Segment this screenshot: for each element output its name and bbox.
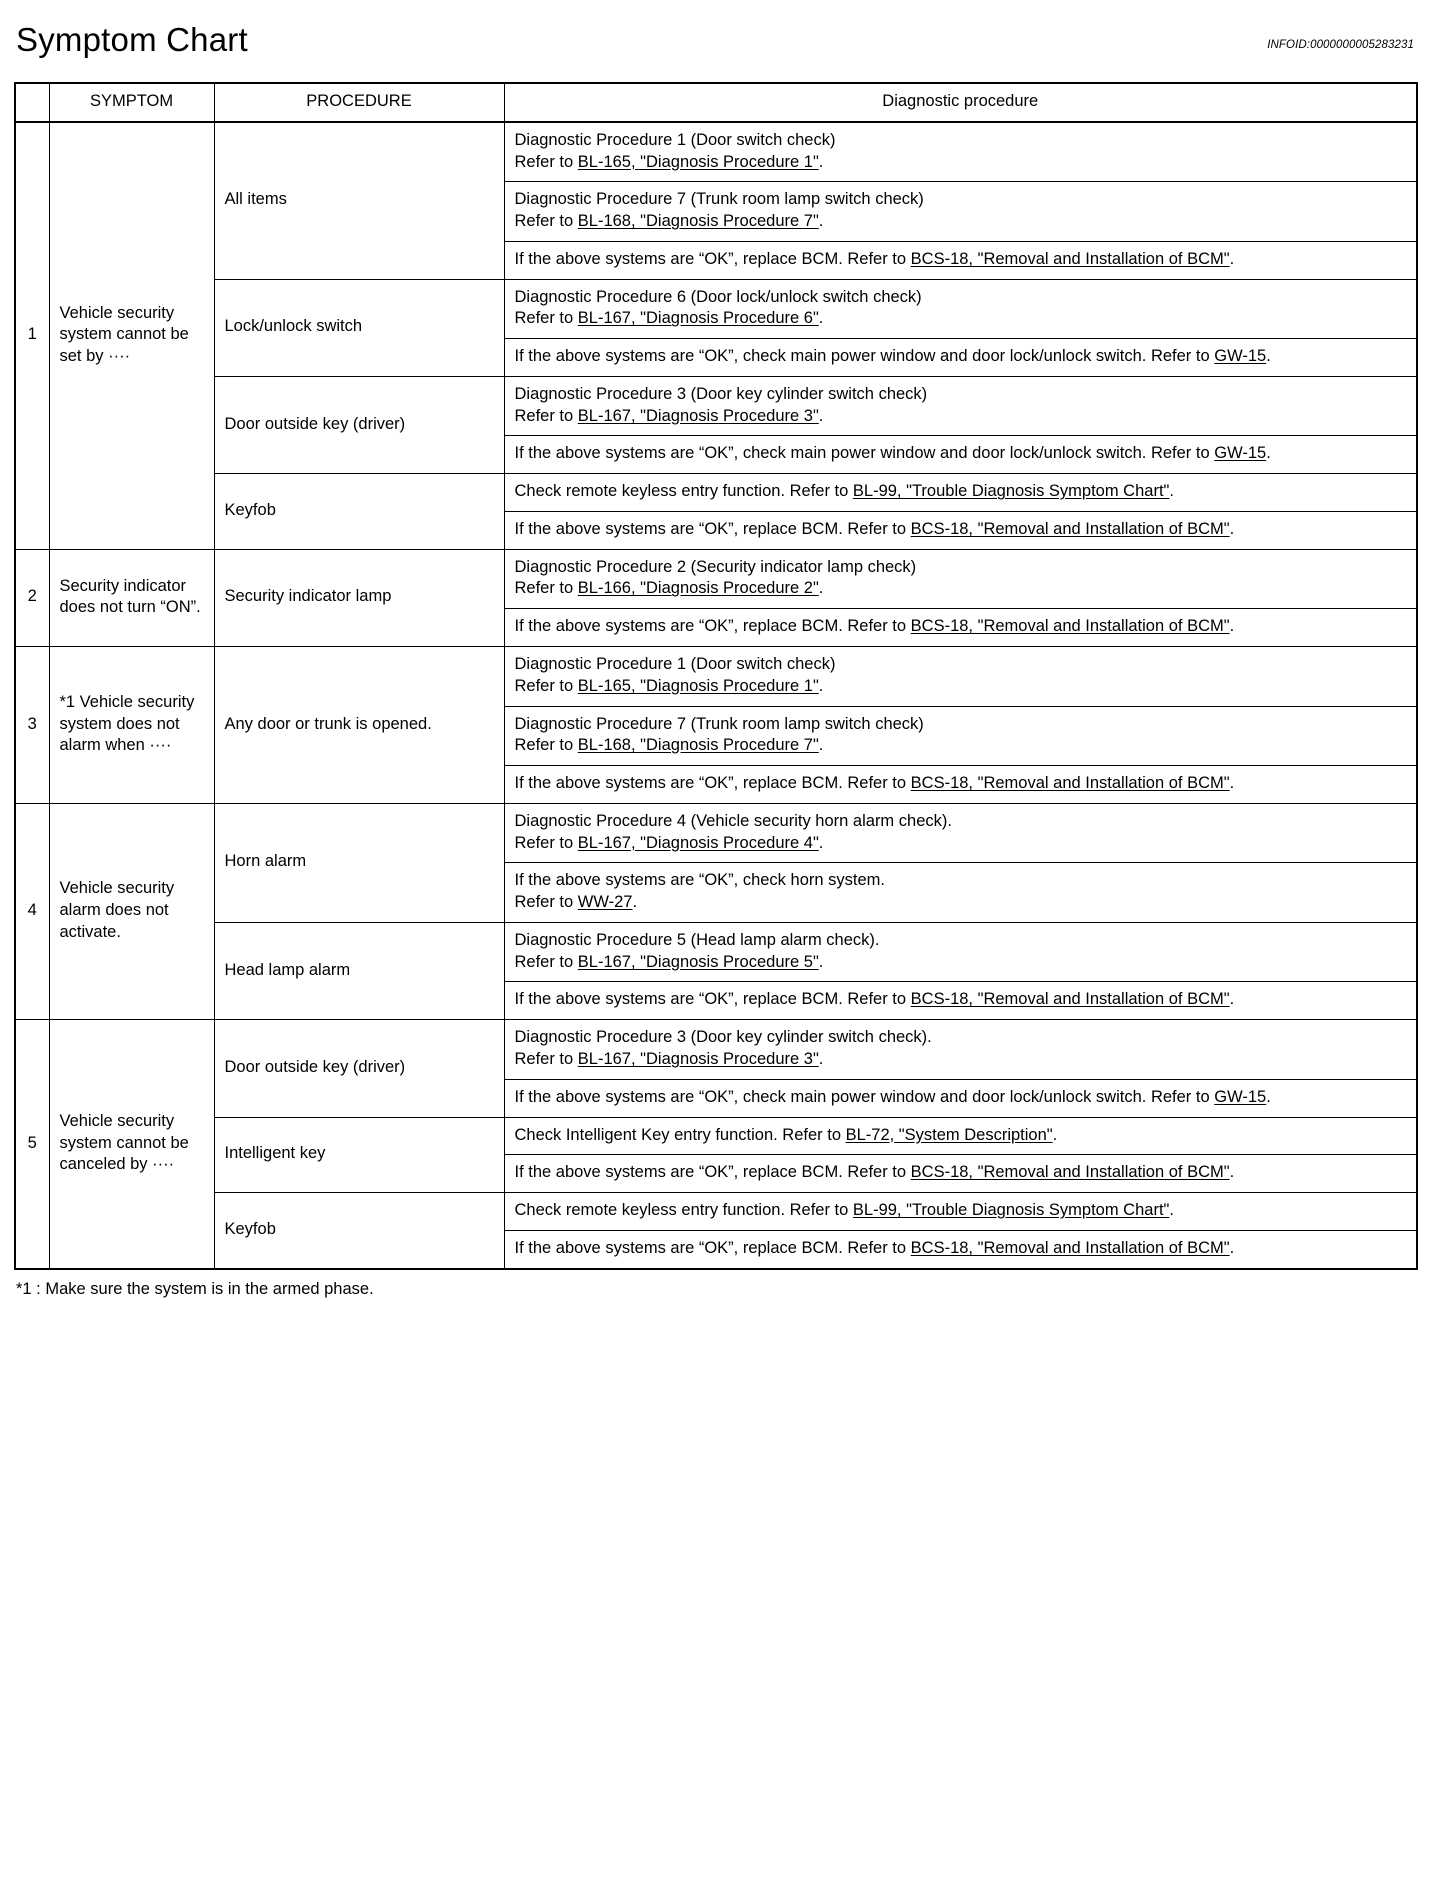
table-row (15, 474, 1417, 512)
table-body (15, 122, 1417, 1269)
reference-link[interactable]: BCS-18, "Removal and Installation of BCM" (910, 1238, 1230, 1257)
diagnostic-cell: Diagnostic Procedure 3 (Door key cylinder switch check) Refer to BL-167, "Diagnosis Procedure 3". (504, 376, 1417, 436)
table-row (15, 647, 1417, 707)
diagnostic-cell: If the above systems are “OK”, replace BCM. Refer to BCS-18, "Removal and Installation of BCM". (504, 609, 1417, 647)
diagnostic-cell: If the above systems are “OK”, replace BCM. Refer to BCS-18, "Removal and Installation of BCM". (504, 1155, 1417, 1193)
procedure-cell: Door outside key (driver) (214, 376, 504, 473)
diagnostic-cell: Check remote keyless entry function. Refer to BL-99, "Trouble Diagnosis Symptom Chart". (504, 474, 1417, 512)
symptom-cell: *1 Vehicle security system does not alarm when ···· (49, 647, 214, 804)
procedure-cell: Security indicator lamp (214, 549, 504, 646)
diagnostic-cell: If the above systems are “OK”, check main power window and door lock/unlock switch. Refer to GW-15. (504, 436, 1417, 474)
diagnostic-cell: Diagnostic Procedure 1 (Door switch check) Refer to BL-165, "Diagnosis Procedure 1". (504, 122, 1417, 182)
reference-link[interactable]: BL-168, "Diagnosis Procedure 7" (577, 212, 819, 231)
diagnostic-cell: If the above systems are “OK”, replace BCM. Refer to BCS-18, "Removal and Installation of BCM". (504, 982, 1417, 1020)
diagnostic-cell: Diagnostic Procedure 5 (Head lamp alarm check). Refer to BL-167, "Diagnosis Procedure 5". (504, 922, 1417, 982)
diagnostic-cell: Diagnostic Procedure 6 (Door lock/unlock switch check) Refer to BL-167, "Diagnosis Procedure 6". (504, 279, 1417, 339)
diagnostic-cell: Check remote keyless entry function. Refer to BL-99, "Trouble Diagnosis Symptom Chart". (504, 1193, 1417, 1231)
column-header-symptom: SYMPTOM (49, 83, 214, 122)
table-row (15, 1193, 1417, 1231)
diagnostic-cell: Check Intelligent Key entry function. Refer to BL-72, "System Description". (504, 1117, 1417, 1155)
row-index-cell: 1 (15, 122, 49, 549)
reference-link[interactable]: BL-72, "System Description" (845, 1125, 1053, 1144)
diagnostic-cell: Diagnostic Procedure 7 (Trunk room lamp switch check) Refer to BL-168, "Diagnosis Procedure 7". (504, 706, 1417, 766)
table-row (15, 549, 1417, 609)
reference-link[interactable]: BL-167, "Diagnosis Procedure 3" (577, 406, 819, 425)
reference-link[interactable]: BL-99, "Trouble Diagnosis Symptom Chart" (852, 1201, 1170, 1220)
table-header (15, 83, 1417, 122)
reference-link[interactable]: BL-167, "Diagnosis Procedure 3" (577, 1049, 819, 1068)
reference-link[interactable]: BCS-18, "Removal and Installation of BCM" (910, 774, 1230, 793)
reference-link[interactable]: BL-166, "Diagnosis Procedure 2" (577, 579, 819, 598)
procedure-cell: All items (214, 122, 504, 279)
procedure-cell: Any door or trunk is opened. (214, 647, 504, 804)
reference-link[interactable]: BL-165, "Diagnosis Procedure 1" (577, 152, 819, 171)
reference-link[interactable]: BL-167, "Diagnosis Procedure 6" (577, 309, 819, 328)
symptom-cell: Security indicator does not turn “ON”. (49, 549, 214, 646)
diagnostic-cell: If the above systems are “OK”, check main power window and door lock/unlock switch. Refer to GW-15. (504, 1079, 1417, 1117)
reference-link[interactable]: BL-165, "Diagnosis Procedure 1" (577, 676, 819, 695)
procedure-cell: Keyfob (214, 1193, 504, 1269)
reference-link[interactable]: GW-15 (1214, 347, 1267, 366)
diagnostic-cell: If the above systems are “OK”, replace BCM. Refer to BCS-18, "Removal and Installation of BCM". (504, 511, 1417, 549)
symptom-cell: Vehicle security system cannot be canceled by ···· (49, 1020, 214, 1269)
symptom-cell: Vehicle security alarm does not activate. (49, 803, 214, 1019)
table-row (15, 1020, 1417, 1080)
symptom-cell: Vehicle security system cannot be set by ···· (49, 122, 214, 549)
reference-link[interactable]: BL-99, "Trouble Diagnosis Symptom Chart" (852, 482, 1170, 501)
footnote: *1 : Make sure the system is in the armed phase. (16, 1279, 374, 1298)
row-index-cell: 4 (15, 803, 49, 1019)
reference-link[interactable]: BCS-18, "Removal and Installation of BCM" (910, 617, 1230, 636)
diagnostic-cell: Diagnostic Procedure 2 (Security indicator lamp check) Refer to BL-166, "Diagnosis Procedure 2". (504, 549, 1417, 609)
table-row (15, 922, 1417, 982)
reference-link[interactable]: BL-168, "Diagnosis Procedure 7" (577, 736, 819, 755)
diagnostic-cell: If the above systems are “OK”, replace BCM. Refer to BCS-18, "Removal and Installation of BCM". (504, 1230, 1417, 1268)
column-header-diagnostic: Diagnostic procedure (504, 83, 1417, 122)
table-row (15, 803, 1417, 863)
column-header-procedure: PROCEDURE (214, 83, 504, 122)
diagnostic-cell: If the above systems are “OK”, replace BCM. Refer to BCS-18, "Removal and Installation of BCM". (504, 241, 1417, 279)
infoid-label: INFOID:0000000005283231 (1267, 39, 1414, 51)
reference-link[interactable]: BL-167, "Diagnosis Procedure 4" (577, 833, 819, 852)
diagnostic-cell: If the above systems are “OK”, check main power window and door lock/unlock switch. Refer to GW-15. (504, 339, 1417, 377)
procedure-cell: Lock/unlock switch (214, 279, 504, 376)
procedure-cell: Intelligent key (214, 1117, 504, 1193)
table-row (15, 122, 1417, 182)
diagnostic-cell: If the above systems are “OK”, check horn system. Refer to WW-27. (504, 863, 1417, 923)
reference-link[interactable]: BCS-18, "Removal and Installation of BCM" (910, 519, 1230, 538)
table-header-row (15, 83, 1417, 122)
procedure-cell: Door outside key (driver) (214, 1020, 504, 1117)
procedure-cell: Head lamp alarm (214, 922, 504, 1019)
reference-link[interactable]: GW-15 (1214, 444, 1267, 463)
page-title: Symptom Chart (16, 21, 248, 58)
diagnostic-cell: Diagnostic Procedure 1 (Door switch check) Refer to BL-165, "Diagnosis Procedure 1". (504, 647, 1417, 707)
reference-link[interactable]: BCS-18, "Removal and Installation of BCM" (910, 1163, 1230, 1182)
procedure-cell: Horn alarm (214, 803, 504, 922)
column-header-index (15, 83, 49, 122)
row-index-cell: 3 (15, 647, 49, 804)
reference-link[interactable]: GW-15 (1214, 1087, 1267, 1106)
document-header (14, 0, 1426, 56)
diagnostic-cell: Diagnostic Procedure 7 (Trunk room lamp switch check) Refer to BL-168, "Diagnosis Procedure 7". (504, 182, 1417, 242)
reference-link[interactable]: BCS-18, "Removal and Installation of BCM" (910, 249, 1230, 268)
table-row (15, 376, 1417, 436)
procedure-cell: Keyfob (214, 474, 504, 550)
reference-link[interactable]: BCS-18, "Removal and Installation of BCM" (910, 990, 1230, 1009)
diagnostic-cell: Diagnostic Procedure 3 (Door key cylinder switch check). Refer to BL-167, "Diagnosis Procedure 3". (504, 1020, 1417, 1080)
diagnostic-cell: If the above systems are “OK”, replace BCM. Refer to BCS-18, "Removal and Installation of BCM". (504, 766, 1417, 804)
reference-link[interactable]: BL-167, "Diagnosis Procedure 5" (577, 952, 819, 971)
row-index-cell: 2 (15, 549, 49, 646)
table-row (15, 1117, 1417, 1155)
symptom-chart-table (14, 82, 1418, 1270)
table-row (15, 279, 1417, 339)
diagnostic-cell: Diagnostic Procedure 4 (Vehicle security horn alarm check). Refer to BL-167, "Diagnosis Procedure 4". (504, 803, 1417, 863)
row-index-cell: 5 (15, 1020, 49, 1269)
reference-link[interactable]: WW-27 (577, 893, 633, 912)
